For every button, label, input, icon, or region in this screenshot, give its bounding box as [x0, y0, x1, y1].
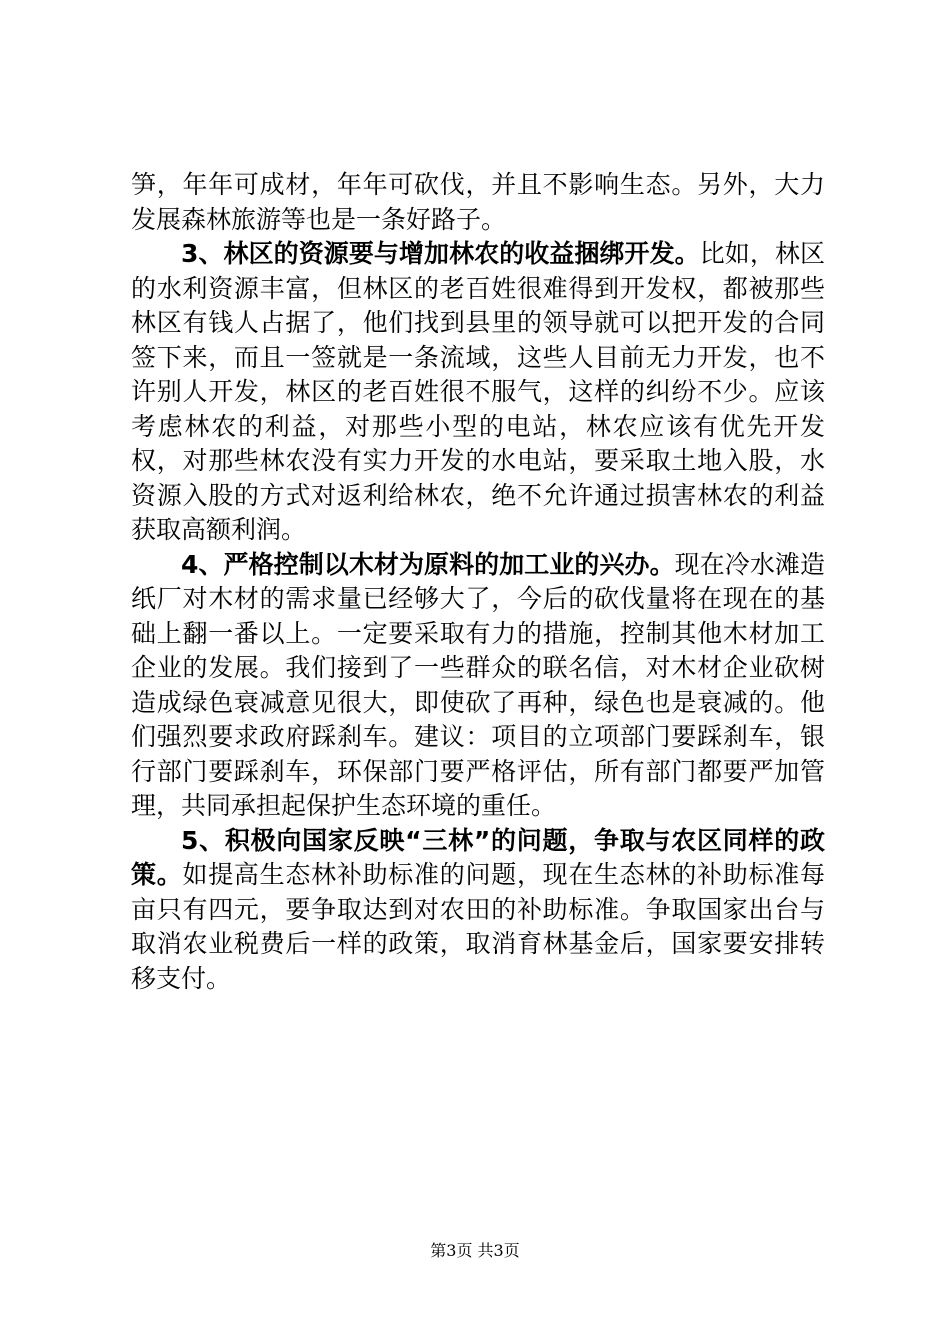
paragraph-1 — [131, 168, 825, 237]
paragraph-4 — [131, 824, 825, 997]
paragraph-3-lead: 4、严格控制以木材为原料的加工业的兴办。 — [181, 549, 675, 579]
page-number-label: 第3页 共3页 — [430, 1241, 520, 1260]
paragraph-3 — [131, 548, 825, 824]
paragraph-1-text: 笋，年年可成材，年年可砍伐，并且不影响生态。另外，大力发展森林旅游等也是一条好路子。 — [131, 170, 825, 234]
document-body — [131, 168, 825, 996]
paragraph-3-text: 现在冷水滩造纸厂对木材的需求量已经够大了，今后的砍伐量将在现在的基础上翻一番以上。一定要采取有力的措施，控制其他木材加工企业的发展。我们接到了一些群众的联名信，对木材企业砍树造成绿色衰减意见很大，即使砍了再种，绿色也是衰减的。他们强烈要求政府踩刹车。建议：项目的立项部门要踩刹车，银行部门要踩刹车，环保部门要严格评估，所有部门都要严加管理，共同承担起保护生态环境的重任。 — [131, 549, 825, 820]
paragraph-2 — [131, 237, 825, 548]
page-footer — [0, 1240, 950, 1262]
paragraph-2-text: 比如，林区的水利资源丰富，但林区的老百姓很难得到开发权，都被那些林区有钱人占据了，他们找到县里的领导就可以把开发的合同签下来，而且一签就是一条流域，这些人目前无力开发，也不许别人开发，林区的老百姓很不服气，这样的纠纷不少。应该考虑林农的利益，对那些小型的电站，林农应该有优先开发权，对那些林农没有实力开发的水电站，要采取土地入股，水资源入股的方式对返利给林农，绝不允许通过损害林农的利益获取高额利润。 — [131, 239, 825, 544]
paragraph-4-text: 如提高生态林补助标准的问题，现在生态林的补助标准每亩只有四元，要争取达到对农田的补助标准。争取国家出台与取消农业税费后一样的政策，取消育林基金后，国家要安排转移支付。 — [131, 860, 825, 993]
paragraph-2-lead: 3、林区的资源要与增加林农的收益捆绑开发。 — [181, 239, 700, 268]
paragraph-4-lead: 5、积极向国家反映“三林”的问题，争取与农区同样的政策。 — [131, 825, 825, 889]
